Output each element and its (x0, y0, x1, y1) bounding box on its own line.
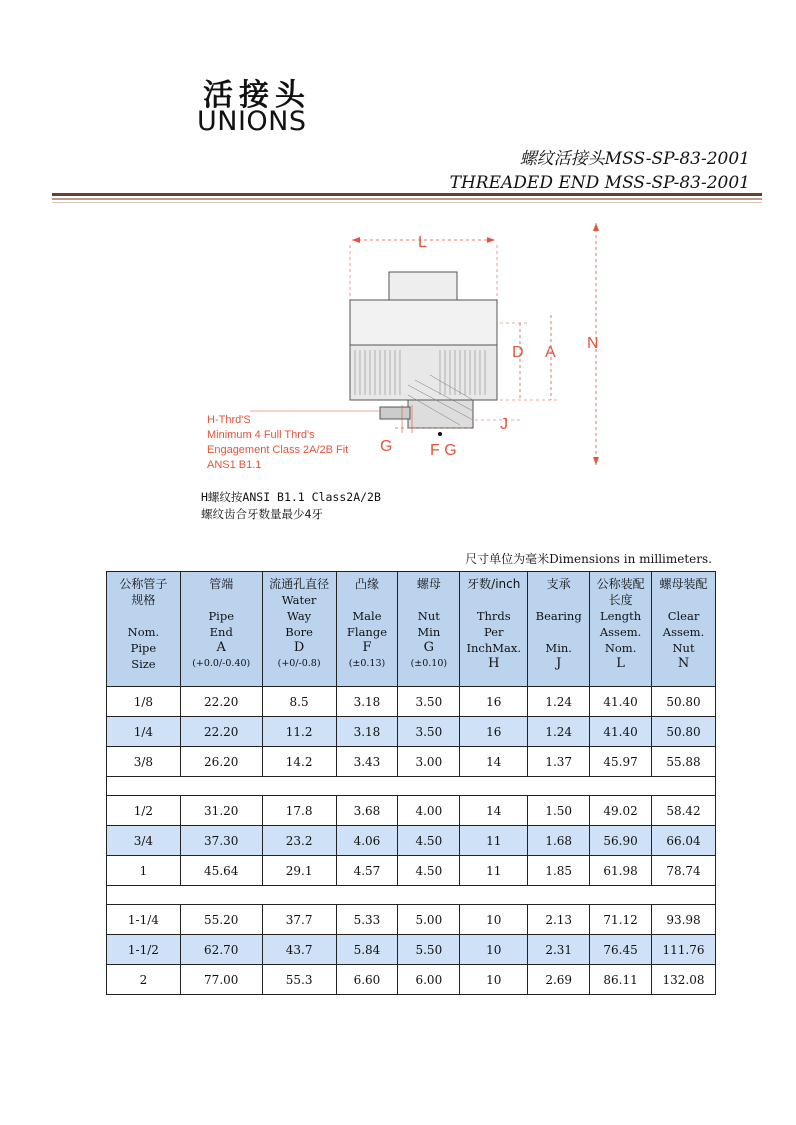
table-cell: 2 (107, 965, 181, 995)
table-cell: 1.50 (528, 796, 590, 826)
column-header-en: Way (287, 609, 312, 623)
table-cell: 10 (460, 965, 528, 995)
column-header-cn: 公称管子规格 (119, 577, 168, 607)
table-cell: 11.2 (262, 717, 336, 747)
table-cell: 10 (460, 935, 528, 965)
table-cell: 4.00 (398, 796, 460, 826)
column-header-en: Flange (346, 625, 387, 639)
column-header-en: Length (599, 609, 642, 623)
column-header-en: Water (281, 593, 317, 607)
table-cell: 1/2 (107, 796, 181, 826)
column-header-en (460, 592, 527, 608)
thread-note-line: H-Thrd'S (207, 414, 251, 426)
table-row (107, 747, 716, 777)
column-header (590, 572, 652, 687)
label-J: J (500, 416, 508, 433)
table-cell: 86.11 (590, 965, 652, 995)
table-cell: 132.08 (652, 965, 716, 995)
table-cell: 4.06 (336, 826, 398, 856)
table-cell: 41.40 (590, 717, 652, 747)
label-D: D (512, 344, 524, 361)
column-header-symbol: H (488, 656, 500, 671)
spec-title-en: THREADED END MSS-SP-83-2001 (449, 173, 750, 193)
table-cell: 71.12 (590, 905, 652, 935)
label-A: A (545, 344, 556, 361)
table-cell: 17.8 (262, 796, 336, 826)
table-cell: 93.98 (652, 905, 716, 935)
column-header-en: Pipe (130, 641, 157, 655)
column-header-en: Assem. (599, 625, 642, 639)
table-row (107, 856, 716, 886)
column-header-en: Nut (417, 609, 440, 623)
table-row (107, 717, 716, 747)
table-cell: 10 (460, 905, 528, 935)
column-header-en (337, 592, 398, 608)
table-cell: 6.60 (336, 965, 398, 995)
column-header (652, 572, 716, 687)
table-cell: 22.20 (180, 717, 262, 747)
table-cell: 4.50 (398, 826, 460, 856)
column-header-cn: 管端 (209, 577, 234, 591)
column-header-tolerance: (±0.13) (348, 658, 386, 669)
table-cell: 2.13 (528, 905, 590, 935)
table-cell: 1 (107, 856, 181, 886)
table-header-row (107, 572, 716, 687)
table-cell: 2.31 (528, 935, 590, 965)
table-cell: 26.20 (180, 747, 262, 777)
table-cell: 22.20 (180, 687, 262, 717)
table-cell: 5.33 (336, 905, 398, 935)
table-cell: 16 (460, 687, 528, 717)
spec-table (106, 571, 716, 995)
column-header-cn: 支承 (546, 577, 571, 591)
table-cell: 66.04 (652, 826, 716, 856)
header-rule-shadow (52, 198, 762, 200)
table-cell: 41.40 (590, 687, 652, 717)
thread-note-line: Minimum 4 Full Thrd's (207, 429, 315, 441)
table-spacer-row (107, 886, 716, 905)
column-header-en (528, 592, 589, 608)
table-cell: 1/4 (107, 717, 181, 747)
column-header-en: Thrds (476, 609, 511, 623)
table-row (107, 826, 716, 856)
column-header-symbol: F (362, 640, 372, 655)
table-cell: 31.20 (180, 796, 262, 826)
column-header-symbol: J (556, 656, 562, 671)
column-header-en: Pipe (208, 609, 235, 623)
spec-title-cn: 螺纹活接头MSS-SP-83-2001 (519, 149, 750, 169)
table-cell: 76.45 (590, 935, 652, 965)
header-rule-shadow-light (52, 202, 762, 203)
table-cell: 11 (460, 826, 528, 856)
table-cell: 8.5 (262, 687, 336, 717)
column-header-en: Nom. (604, 641, 637, 655)
table-cell: 1.24 (528, 687, 590, 717)
column-header-en: End (209, 625, 233, 639)
table-cell: 45.97 (590, 747, 652, 777)
table-cell: 56.90 (590, 826, 652, 856)
column-header-cn: 凸缘 (354, 577, 379, 591)
column-header-cn: 牙数/inch (467, 577, 521, 591)
table-cell: 4.57 (336, 856, 398, 886)
table-cell: 3.50 (398, 717, 460, 747)
thread-note-line: ANS1 B1.1 (207, 459, 262, 471)
column-header (528, 572, 590, 687)
table-cell: 58.42 (652, 796, 716, 826)
column-header-en: Size (131, 657, 156, 671)
table-row (107, 935, 716, 965)
table-spacer-row (107, 777, 716, 796)
column-header (398, 572, 460, 687)
table-body (107, 687, 716, 995)
table-cell: 3.68 (336, 796, 398, 826)
table-cell: 5.00 (398, 905, 460, 935)
units-note: 尺寸单位为毫米Dimensions in millimeters. (465, 552, 712, 566)
column-header-symbol: L (616, 656, 625, 671)
column-header (460, 572, 528, 687)
table-cell: 16 (460, 717, 528, 747)
table-cell: 1-1/2 (107, 935, 181, 965)
column-header-symbol: D (293, 640, 305, 655)
table-cell: 3.18 (336, 687, 398, 717)
spacer-cell (107, 886, 716, 905)
label-N: N (587, 335, 599, 352)
column-header (262, 572, 336, 687)
table-cell: 37.7 (262, 905, 336, 935)
table-cell: 55.3 (262, 965, 336, 995)
thread-note-cn (201, 489, 381, 523)
thread-note-line: Engagement Class 2A/2B Fit (207, 444, 349, 456)
label-L: L (418, 234, 427, 251)
table-cell: 5.84 (336, 935, 398, 965)
table-cell: 3/8 (107, 747, 181, 777)
column-header-cn: 公称装配长度 (596, 577, 645, 607)
table-cell: 55.20 (180, 905, 262, 935)
table-cell: 6.00 (398, 965, 460, 995)
table-cell: 1.37 (528, 747, 590, 777)
column-header-en: Per (483, 625, 504, 639)
table-row (107, 965, 716, 995)
table-cell: 3.00 (398, 747, 460, 777)
table-cell: 50.80 (652, 717, 716, 747)
column-header-symbol: A (216, 640, 226, 655)
table-row (107, 905, 716, 935)
table-cell: 61.98 (590, 856, 652, 886)
table-cell: 3/4 (107, 826, 181, 856)
column-header-en: Bearing (535, 609, 582, 623)
table-cell: 2.69 (528, 965, 590, 995)
column-header-en: InchMax. (466, 641, 522, 655)
column-header-en (652, 592, 715, 608)
column-header-en (107, 608, 180, 624)
column-header-en: Nut (672, 641, 695, 655)
column-header-en (528, 624, 589, 640)
table-cell: 43.7 (262, 935, 336, 965)
thread-note-cn-line: H螺纹按ANSI B1.1 Class2A/2B (201, 490, 381, 504)
column-header-en: Male (352, 609, 382, 623)
table-cell: 45.64 (180, 856, 262, 886)
column-header-en: Clear (667, 609, 700, 623)
table-cell: 29.1 (262, 856, 336, 886)
table-cell: 23.2 (262, 826, 336, 856)
column-header-en (398, 592, 459, 608)
table-cell: 14 (460, 747, 528, 777)
column-header-en (181, 592, 262, 608)
table-cell: 62.70 (180, 935, 262, 965)
table-cell: 49.02 (590, 796, 652, 826)
spacer-cell (107, 777, 716, 796)
table-cell: 55.88 (652, 747, 716, 777)
table-cell: 1.85 (528, 856, 590, 886)
table-cell: 1.68 (528, 826, 590, 856)
table-cell: 1/8 (107, 687, 181, 717)
table-cell: 11 (460, 856, 528, 886)
table-cell: 3.18 (336, 717, 398, 747)
column-header (336, 572, 398, 687)
column-header-tolerance: (+0.0/-0.40) (192, 658, 251, 669)
column-header-symbol: G (423, 640, 435, 655)
column-header-en: Min (417, 625, 441, 639)
table-row (107, 687, 716, 717)
table-cell: 1-1/4 (107, 905, 181, 935)
column-header-tolerance: (+0/-0.8) (277, 658, 321, 669)
thread-note-cn-line: 螺纹齿合牙数量最少4牙 (201, 507, 323, 521)
label-G: G (380, 438, 393, 455)
table-cell: 3.43 (336, 747, 398, 777)
table-cell: 5.50 (398, 935, 460, 965)
page-title-en: UNIONS (197, 106, 307, 137)
table-cell: 77.00 (180, 965, 262, 995)
column-header-cn: 螺母装配 (659, 577, 708, 591)
table-cell: 78.74 (652, 856, 716, 886)
table-cell: 1.24 (528, 717, 590, 747)
table-cell: 111.76 (652, 935, 716, 965)
page-title-cn: 活接头 (203, 78, 311, 113)
column-header-cn: 流通孔直径 (269, 577, 330, 591)
column-header-en: Min. (545, 641, 572, 655)
label-FG: F G (430, 442, 457, 459)
table-cell: 37.30 (180, 826, 262, 856)
table-row (107, 796, 716, 826)
column-header-symbol: N (677, 656, 690, 671)
table-cell: 4.50 (398, 856, 460, 886)
column-header-en: Bore (285, 625, 313, 639)
column-header-cn: 螺母 (416, 577, 441, 591)
thread-note-en (207, 413, 348, 473)
column-header (180, 572, 262, 687)
column-header (107, 572, 181, 687)
table-cell: 14.2 (262, 747, 336, 777)
column-header-en: Assem. (662, 625, 705, 639)
table-cell: 50.80 (652, 687, 716, 717)
column-header-en: Nom. (127, 625, 160, 639)
table-cell: 14 (460, 796, 528, 826)
column-header-tolerance: (±0.10) (410, 658, 448, 669)
header-rule (52, 193, 762, 196)
table-cell: 3.50 (398, 687, 460, 717)
